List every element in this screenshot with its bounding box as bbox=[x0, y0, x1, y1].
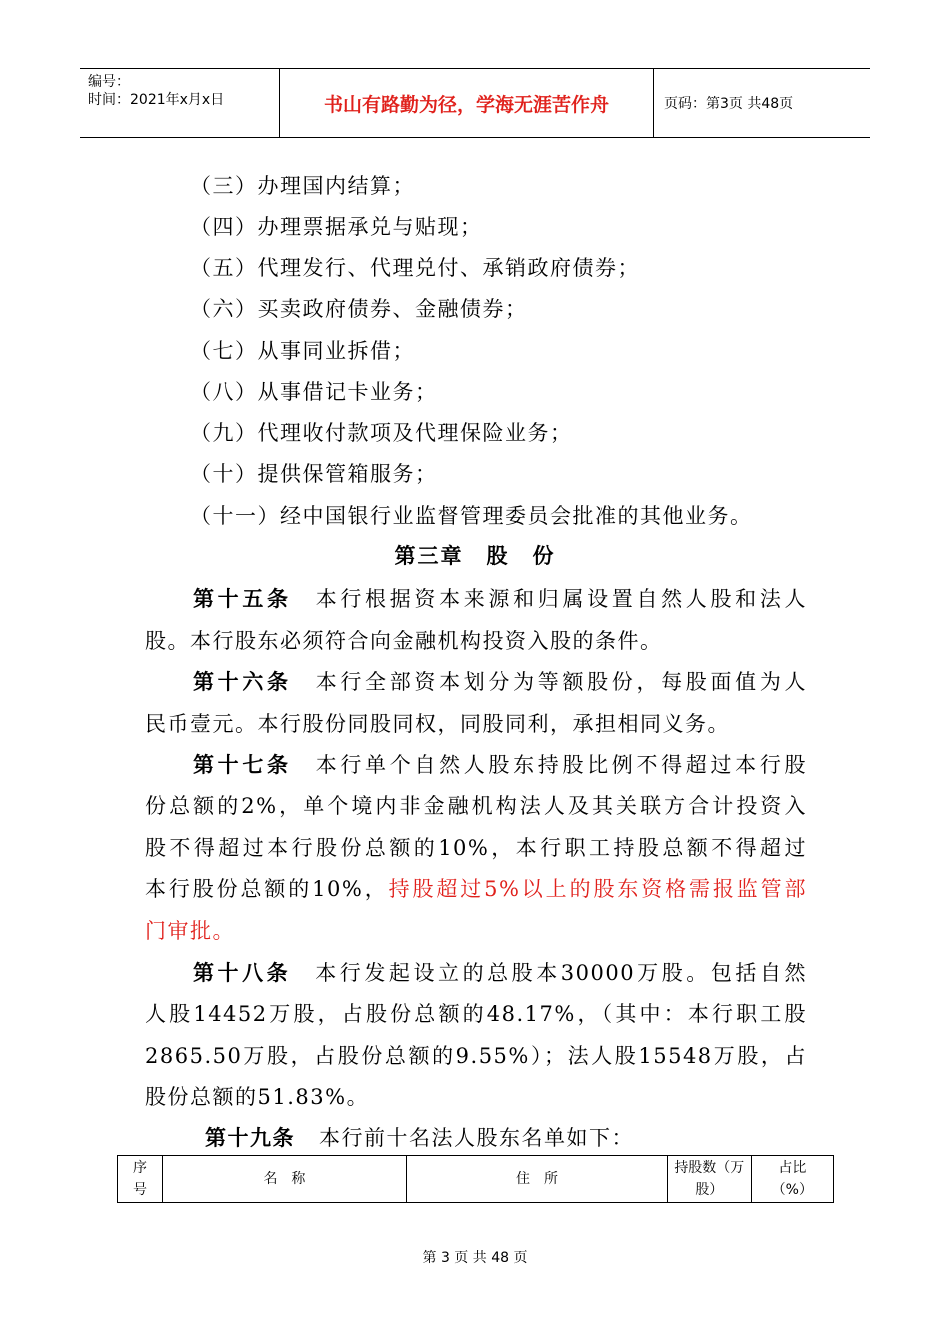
list-item: （七）从事同业拆借； bbox=[190, 339, 415, 363]
article-17-line4-text: 本行股份总额的10%， bbox=[145, 877, 389, 901]
article-18-text: 本行发起设立的总股本30000万股。包括自然 bbox=[315, 961, 807, 985]
article-17-text: 本行单个自然人股东持股比例不得超过本行股 bbox=[315, 753, 808, 777]
article-17-line5: 门审批。 bbox=[145, 919, 235, 943]
article-18-line4: 股份总额的51.83%。 bbox=[145, 1085, 370, 1109]
header-meta bbox=[80, 69, 280, 137]
table-header-shares: 持股数（万股） bbox=[668, 1156, 752, 1202]
shareholder-table bbox=[117, 1155, 834, 1203]
header-page-info: 页码：第3页 共48页 bbox=[664, 96, 794, 112]
article-18-line2: 人股14452万股，占股份总额的48.17%，（其中：本行职工股 bbox=[145, 1002, 807, 1026]
article-18-line1 bbox=[145, 957, 807, 987]
article-17-line4 bbox=[145, 873, 807, 903]
header-time: 时间：2021年x月x日 bbox=[88, 92, 225, 108]
article-16-label: 第十六条 bbox=[193, 669, 292, 694]
article-15-label: 第十五条 bbox=[193, 586, 292, 611]
article-18-label: 第十八条 bbox=[193, 960, 292, 985]
article-16-line1 bbox=[145, 666, 807, 696]
table-header-ratio: 占比（%） bbox=[771, 1160, 813, 1198]
article-17-line1 bbox=[145, 749, 807, 779]
chapter-title: 第三章 股 份 bbox=[394, 543, 556, 568]
article-15-line1 bbox=[145, 583, 807, 613]
article-19-line1 bbox=[205, 1122, 634, 1152]
article-17-line3: 股不得超过本行股份总额的10%，本行职工持股总额不得超过 bbox=[145, 836, 807, 860]
article-17-highlight: 持股超过5%以上的股东资格需报监管部 bbox=[388, 877, 807, 901]
article-15-line2: 股。本行股东必须符合向金融机构投资入股的条件。 bbox=[145, 629, 663, 653]
article-16-text: 本行全部资本划分为等额股份，每股面值为人 bbox=[315, 670, 808, 694]
table-header-address: 住 所 bbox=[407, 1156, 668, 1202]
list-item: （四）办理票据承兑与贴现； bbox=[190, 215, 483, 239]
table-header-name: 名 称 bbox=[163, 1156, 407, 1202]
table-header-index: 序号 bbox=[118, 1156, 163, 1202]
article-18-line3: 2865.50万股，占股份总额的9.55%）；法人股15548万股，占 bbox=[145, 1044, 807, 1068]
header-motto: 书山有路勤为径，学海无涯苦作舟 bbox=[280, 69, 654, 137]
list-item: （三）办理国内结算； bbox=[190, 174, 415, 198]
list-item: （六）买卖政府债券、金融债券； bbox=[190, 297, 528, 321]
list-item: （十）提供保管箱服务； bbox=[190, 462, 438, 486]
article-19-label: 第十九条 bbox=[205, 1125, 295, 1150]
header-number: 编号： bbox=[88, 74, 130, 90]
article-17-label: 第十七条 bbox=[193, 752, 292, 777]
list-item: （八）从事借记卡业务； bbox=[190, 380, 438, 404]
list-item: （五）代理发行、代理兑付、承销政府债券； bbox=[190, 256, 640, 280]
list-item: （十一）经中国银行业监督管理委员会批准的其他业务。 bbox=[190, 504, 753, 528]
article-15-text: 本行根据资本来源和归属设置自然人股和法人 bbox=[315, 587, 808, 611]
list-item: （九）代理收付款项及代理保险业务； bbox=[190, 421, 573, 445]
article-17-line2: 份总额的2%，单个境内非金融机构法人及其关联方合计投资入 bbox=[145, 794, 807, 818]
page-header bbox=[80, 68, 870, 138]
article-19-text: 本行前十名法人股东名单如下： bbox=[319, 1126, 634, 1150]
article-16-line2: 民币壹元。本行股份同股同权，同股同利，承担相同义务。 bbox=[145, 712, 730, 736]
page-footer: 第 3 页 共 48 页 bbox=[422, 1250, 528, 1266]
